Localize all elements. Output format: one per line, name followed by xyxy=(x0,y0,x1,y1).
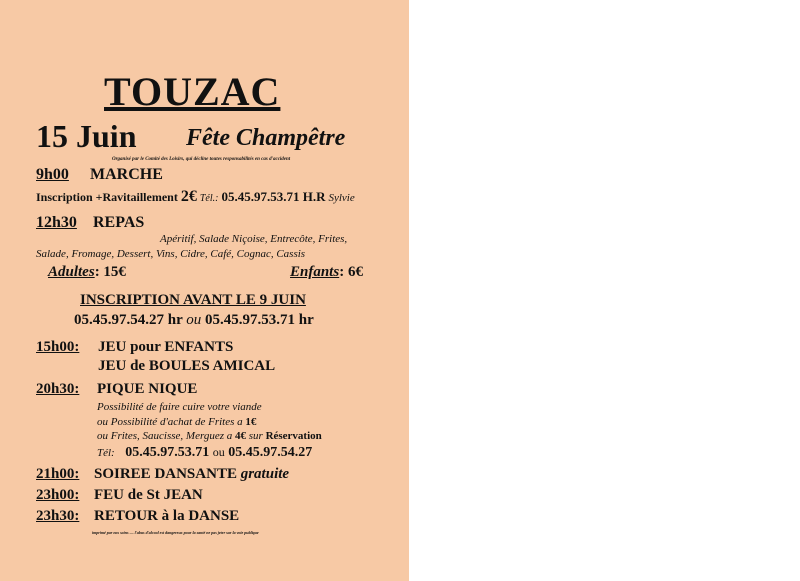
jeux-line-2: JEU de BOULES AMICAL xyxy=(98,358,276,374)
event-date: 15 Juin xyxy=(36,118,137,154)
children-amount: : 6€ xyxy=(339,264,363,280)
pique-nique-or: ou xyxy=(212,445,225,459)
pique-nique-phone-1: 05.45.97.53.71 xyxy=(125,445,210,460)
marche-contact: Sylvie xyxy=(328,192,355,204)
feu-time: 23h00: xyxy=(36,487,80,503)
saucisse-price: 4€ xyxy=(235,430,246,442)
inscription-phone-1: 05.45.97.54.27 hr xyxy=(74,312,183,328)
soiree-extra: gratuite xyxy=(240,466,290,482)
frites-price: 1€ xyxy=(245,416,257,428)
feu-label: FEU de St JEAN xyxy=(94,487,203,503)
repas-label: REPAS xyxy=(93,214,145,231)
pique-nique-phone-2: 05.45.97.54.27 xyxy=(228,445,313,460)
pique-nique-phones xyxy=(97,445,312,461)
marche-price: 2€ xyxy=(180,188,197,205)
pique-nique-line-1: Possibilité de faire cuire votre viande xyxy=(97,401,262,413)
menu-line-1: Apéritif, Salade Niçoise, Entrecôte, Frites, xyxy=(160,233,348,245)
event-name: Fête Champêtre xyxy=(186,125,346,151)
marche-tel-label: Tél.: xyxy=(199,193,219,204)
pique-nique-label: PIQUE NIQUE xyxy=(97,381,198,397)
frites-offer: ou Possibilité d'achat de Frites a xyxy=(97,416,243,428)
jeux-time: 15h00: xyxy=(36,339,80,355)
marche-details xyxy=(36,188,355,206)
marche-label: MARCHE xyxy=(90,166,163,183)
menu-line-2: Salade, Fromage, Dessert, Vins, Cidre, Café, Cognac, Cassis xyxy=(36,248,306,260)
pique-nique-time: 20h30: xyxy=(36,381,80,397)
title: TOUZAC xyxy=(104,69,281,114)
soiree-line xyxy=(94,466,289,483)
pique-nique-line-3 xyxy=(97,430,322,442)
pique-nique-line-2 xyxy=(97,416,256,428)
organizer-note: Organisé par le Comité des Loisirs, qui décline toutes responsabilités en cas d'accident xyxy=(112,157,291,162)
inscription-phone-2: 05.45.97.53.71 hr xyxy=(204,312,314,328)
retour-label: RETOUR à la DANSE xyxy=(94,508,240,524)
adults-amount: : 15€ xyxy=(94,264,126,280)
children-price xyxy=(290,264,363,281)
pique-nique-tel-label: Tél: xyxy=(97,447,115,459)
inscription-phones xyxy=(74,312,314,329)
footer-note: imprimé par nos soins — l'abus d'alcool est dangereux pour la santé ne pas jeter sur la voie publique xyxy=(92,530,259,535)
inscription-heading: INSCRIPTION AVANT LE 9 JUIN xyxy=(80,292,306,308)
saucisse-offer: ou Frites, Saucisse, Merguez a xyxy=(97,430,233,442)
soiree-label: SOIREE DANSANTE xyxy=(94,466,237,482)
inscription-or: ou xyxy=(186,312,202,328)
adults-price xyxy=(48,264,126,281)
adults-label: Adultes xyxy=(48,264,95,280)
marche-time: 9h00 xyxy=(36,166,69,183)
retour-time: 23h30: xyxy=(36,508,80,524)
soiree-time: 21h00: xyxy=(36,466,80,482)
children-label: Enfants xyxy=(290,264,340,280)
marche-phone: 05.45.97.53.71 H.R xyxy=(221,189,326,204)
marche-inscription: Inscription +Ravitaillement xyxy=(36,190,178,204)
reservation-sur: sur xyxy=(248,430,263,442)
jeux-line-1: JEU pour ENFANTS xyxy=(98,339,234,355)
reservation-word: Réservation xyxy=(265,430,322,442)
repas-time: 12h30 xyxy=(36,214,77,231)
